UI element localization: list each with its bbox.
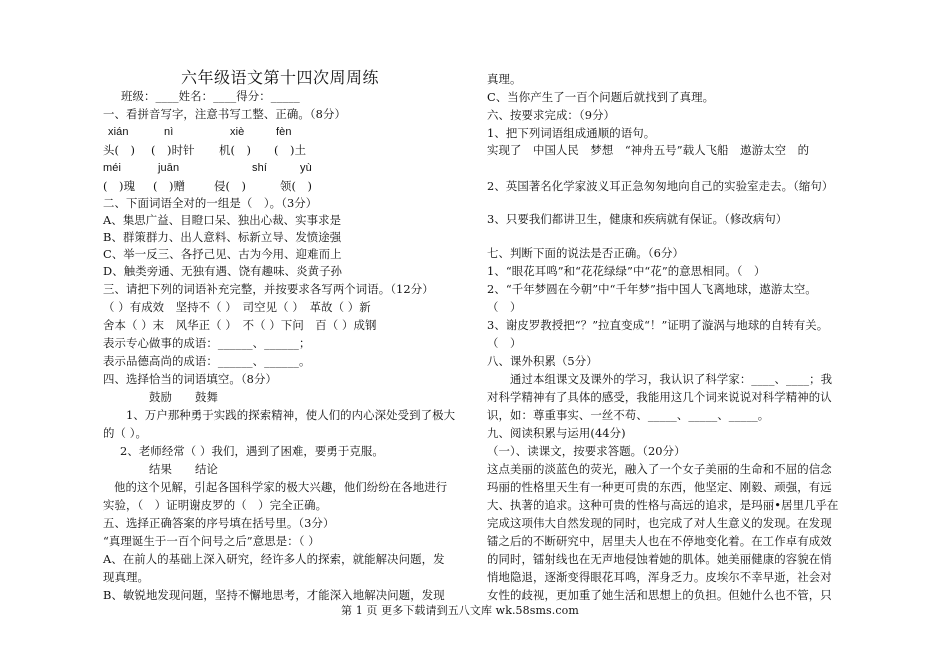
question-text: 3、只要我们都讲卫生，健康和疾病就有保证。（修改病句） — [487, 212, 788, 226]
pinyin-blank: ( )土 — [274, 143, 307, 157]
word-choices: 结果 结论 — [149, 462, 218, 476]
question-text: 3、谢皮罗教授把“？”拉直变成“！”证明了漩涡与地球的自转有关。 — [487, 318, 829, 332]
word-list: 实现了 中国人民 梦想 “神舟五号”载人飞船 遨游太空 的 — [487, 143, 810, 157]
passage-line: 的同时，镭射线也在无声地侵蚀着她的肌体。她美丽健康的容貌在悄 — [487, 552, 832, 566]
passage-line: 女性的歧视，更加重了她生活和思想上的负担。但她什么也不管，只 — [487, 588, 832, 602]
question-text: 2、英国著名化学家波义耳正急匆匆地向自己的实验室走去。（缩句） — [487, 179, 834, 193]
paragraph-line: 通过本组课文及课外的学习，我认识了科学家：____、____；我 — [510, 372, 833, 386]
idiom-row: （ ）有成效 坚持不（ ） 司空见（ ） 革故（ ）新 — [103, 300, 371, 314]
pinyin-blank: ( )瑰 — [103, 179, 136, 193]
pinyin: juān — [158, 162, 180, 174]
option-a: A、集思广益、目瞪口呆、独出心裁、实事求是 — [103, 213, 342, 227]
passage-line: 镭之后的不断研究中，居里夫人也在不停地变化着。在工作卓有成效 — [487, 534, 832, 548]
pinyin: nì — [164, 126, 174, 138]
page-footer: 第 1 页 更多下载请到五八文库 wk.58sms.com — [341, 604, 579, 617]
option-d: D、触类旁通、无独有遇、饶有趣味、炎黄子孙 — [103, 264, 343, 278]
question-text: “真理诞生于一百个问号之后”意思是：（ ） — [103, 534, 320, 548]
option-a: A、在前人的基础上深入研究，经许多人的探索，就能解决问题，发 — [103, 552, 445, 566]
paragraph-line: 对科学精神有了具体的感受，我能用这几个词来说说对科学精神的认 — [487, 390, 832, 404]
answer-parens: （ ） — [487, 300, 522, 314]
section-9-heading: 九、阅读积累与运用(44分) — [487, 426, 626, 440]
pinyin-blank: 头( ) — [103, 143, 136, 157]
pinyin-blank: 机( ) — [219, 143, 252, 157]
page-title: 六年级语文第十四次周周练 — [181, 68, 380, 87]
question-text: 2、老师经常（ ）我们，遇到了困难，要勇于克服。 — [120, 444, 384, 458]
pinyin-blank: 领( ) — [280, 179, 313, 193]
section-6-heading: 六、按要求完成：（9分） — [487, 108, 616, 122]
section-5-heading: 五、选择正确答案的序号填在括号里。（3分） — [103, 516, 335, 530]
pinyin: xiè — [230, 126, 245, 138]
passage-line: 悄地隐退，逐渐变得眼花耳鸣，浑身乏力。皮埃尔不幸早逝，社会对 — [487, 570, 832, 584]
idiom-line: 表示专心做事的成语：______、______； — [103, 336, 311, 350]
question-text: 1、万户那种勇于实践的探索精神，使人们的内心深处受到了极大 — [126, 408, 456, 422]
option-b: B、敏锐地发现问题，坚持不懈地思考，才能深入地解决问题，发现 — [103, 588, 445, 602]
section-8-heading: 八、课外积累（5分） — [487, 354, 598, 368]
answer-parens: （ ） — [487, 336, 522, 350]
section-2-heading: 二、下面词语全对的一组是（ ）。（3分） — [103, 196, 318, 210]
section-1-heading: 一、看拼音写字，注意书写工整、正确。（8分） — [103, 107, 346, 121]
idiom-line: 表示品德高尚的成语：______、______。 — [103, 354, 311, 368]
question-text: 2、“千年梦圆在今朝”中“千年梦”指中国人飞离地球，遨游太空。 — [487, 282, 817, 296]
header-info: 班级：____姓名：____得分：_____ — [121, 89, 300, 103]
pinyin-blank: ( )时针 — [151, 143, 195, 157]
section-4-heading: 四、选择恰当的词语填空。（8分） — [103, 372, 278, 386]
continued-text: 真理。 — [487, 72, 522, 86]
option-a: 现真理。 — [103, 570, 149, 584]
pinyin-blank: 侵( ) — [214, 179, 247, 193]
question-text: 1、“眼花耳鸣”和“花花绿绿”中“花”的意思相同。（ ） — [487, 264, 766, 278]
idiom-row: 舍本（ ）末 风华正（ ） 不（ ）下问 百（ ）成钢 — [103, 318, 377, 332]
question-text: 1、把下列词语组成通顺的语句。 — [487, 126, 656, 140]
section-7-heading: 七、判断下面的说法是否正确。（6分） — [487, 246, 684, 260]
passage-line: 玛丽的性格里天生有一种更可贵的东西，他坚定、刚毅、顽强，有远 — [487, 480, 832, 494]
section-3-heading: 三、请把下列的词语补充完整，并按要求各写两个词语。（12分） — [103, 282, 434, 296]
pinyin: shí — [252, 162, 267, 174]
option-c: C、举一反三、各抒己见、古为今用、迎难而上 — [103, 247, 342, 261]
passage-line: 这点美丽的淡蓝色的荧光，融入了一个女子美丽的生命和不屈的信念 — [487, 462, 832, 476]
pinyin: xián — [108, 126, 129, 138]
word-choices: 鼓励 鼓舞 — [149, 390, 218, 404]
paragraph-line: 识，如：尊重事实、一丝不苟、_____、_____、_____。 — [487, 408, 770, 422]
question-text: 实验，（ ）证明谢皮罗的（ ）完全正确。 — [103, 498, 328, 512]
passage-line: 完成这项伟大自然发现的同时，也完成了对人生意义的发现。在发现 — [487, 516, 832, 530]
pinyin: méi — [103, 162, 122, 174]
option-b: B、群策群力、出人意料、标新立导、发愤途强 — [103, 230, 342, 244]
passage-line: 大、执著的追求。这种可贵的性格与高远的追求，是玛丽•居里几乎在 — [487, 498, 839, 512]
pinyin: fèn — [276, 126, 292, 138]
pinyin: yù — [300, 162, 312, 174]
subsection-heading: （一）、读课文，按要求答题。（20分） — [487, 444, 686, 458]
pinyin-blank: ( )赠 — [153, 179, 186, 193]
option-c: C、当你产生了一百个问题后就找到了真理。 — [487, 90, 715, 104]
question-text: 他的这个见解，引起各国科学家的极大兴趣，他们纷纷在各地进行 — [114, 480, 448, 494]
question-text: 的（ ）。 — [103, 426, 147, 440]
